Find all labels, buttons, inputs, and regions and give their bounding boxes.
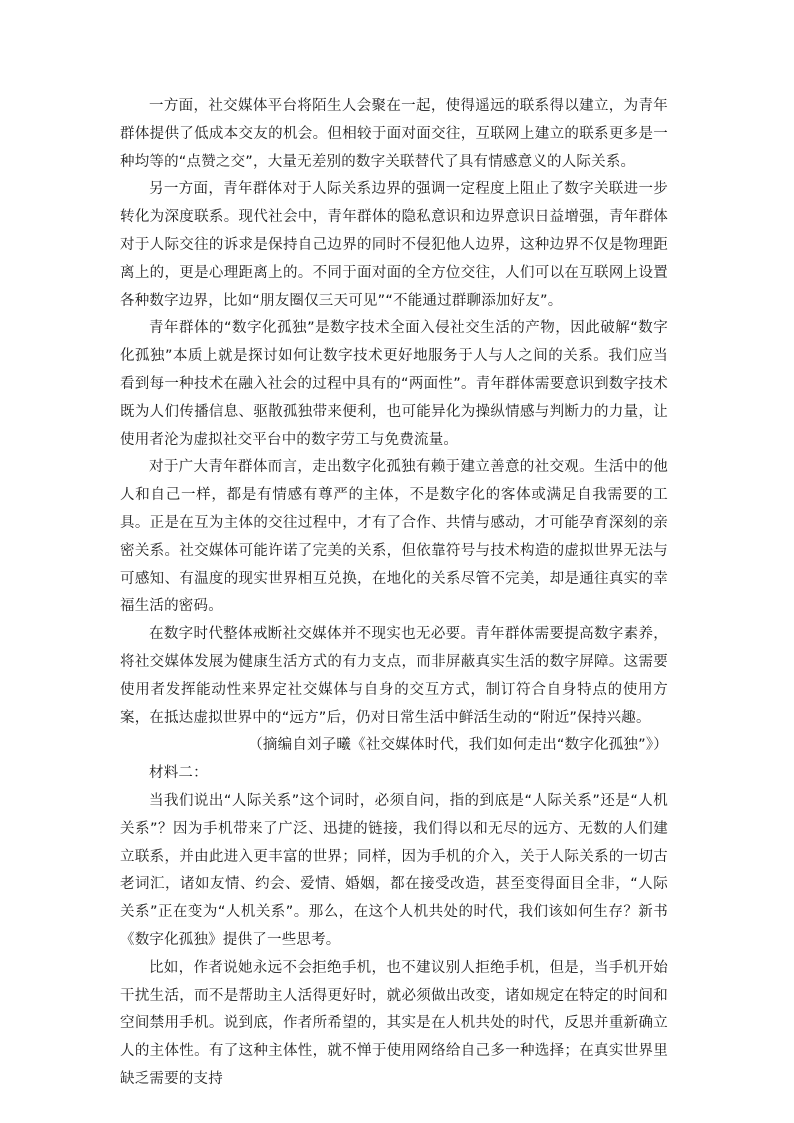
- paragraph: 一方面，社交媒体平台将陌生人会聚在一起，使得遥远的联系得以建立，为青年群体提供了低成本交友的机会。但相较于面对面交往，互联网上建立的联系更多是一种均等的“点赞之交”，大量无差别的数字关联替代了具有情感意义的人际关系。: [120, 98, 668, 170]
- document-page: [120, 93, 668, 1094]
- paragraph: 对于广大青年群体而言，走出数字化孤独有赖于建立善意的社交观。生活中的他人和自己一样，都是有情感有尊严的主体，不是数字化的客体或满足自我需要的工具。正是在互为主体的交往过程中，才有了合作、共情与感动，才可能孕育深刻的亲密关系。社交媒体可能许诺了完美的关系，但依靠符号与技术构造的虚拟世界无法与可感知、有温度的现实世界相互兑换，在地化的关系尽管不完美，却是通往真实的幸福生活的密码。: [120, 459, 668, 615]
- paragraph: 青年群体的“数字化孤独”是数字技术全面入侵社交生活的产物，因此破解“数字化孤独”本质上就是探讨如何让数字技术更好地服务于人与人之间的关系。我们应当看到每一种技术在融入社会的过程中具有的“两面性”。青年群体需要意识到数字技术既为人们传播信息、驱散孤独带来便利，也可能异化为操纵情感与判断力的力量，让使用者沦为虚拟社交平台中的数字劳工与免费流量。: [120, 320, 668, 448]
- material-two-heading: 材料二：: [149, 765, 208, 782]
- paragraph: 当我们说出“人际关系”这个词时，必须自问，指的到底是“人际关系”还是“人机关系”？因为手机带来了广泛、迅捷的链接，我们得以和无尽的远方、无数的人们建立联系，并由此进入更丰富的世界；同样，因为手机的介入，关于人际关系的一切古老词汇，诸如友情、约会、爱情、婚姻，都在接受改造，甚至变得面目全非，“人际关系”正在变为“人机关系”。那么，在这个人机共处的时代，我们该如何生存？新书《数字化孤独》提供了一些思考。: [120, 792, 668, 948]
- paragraph: 在数字时代整体戒断社交媒体并不现实也无必要。青年群体需要提高数字素养，将社交媒体发展为健康生活方式的有力支点，而非屏蔽真实生活的数字屏障。这需要使用者发挥能动性来界定社交媒体与自身的交互方式，制订符合自身特点的使用方案，在抵达虚拟世界中的“远方”后，仍对日常生活中鲜活生动的“附近”保持兴趣。: [120, 626, 668, 726]
- paragraph: 另一方面，青年群体对于人际关系边界的强调一定程度上阻止了数字关联进一步转化为深度联系。现代社会中，青年群体的隐私意识和边界意识日益增强，青年群体对于人际交往的诉求是保持自己边界的同时不侵犯他人边界，这种边界不仅是物理距离上的，更是心理距离上的。不同于面对面的全方位交往，人们可以在互联网上设置各种数字边界，比如“朋友圈仅三天可见”“不能通过群聊添加好友”。: [120, 181, 668, 309]
- paragraph: 比如，作者说她永远不会拒绝手机，也不建议别人拒绝手机，但是，当手机开始干扰生活，而不是帮助主人活得更好时，就必须做出改变，诸如规定在特定的时间和空间禁用手机。说到底，作者所希望的，其实是在人机共处的时代，反思并重新确立人的主体性。有了这种主体性，就不惮于使用网络给自己多一种选择；在真实世界里缺乏需要的支持: [120, 959, 668, 1087]
- source-citation: （摘编自刘子曦《社交媒体时代，我们如何走出“数字化孤独”》）: [248, 737, 668, 754]
